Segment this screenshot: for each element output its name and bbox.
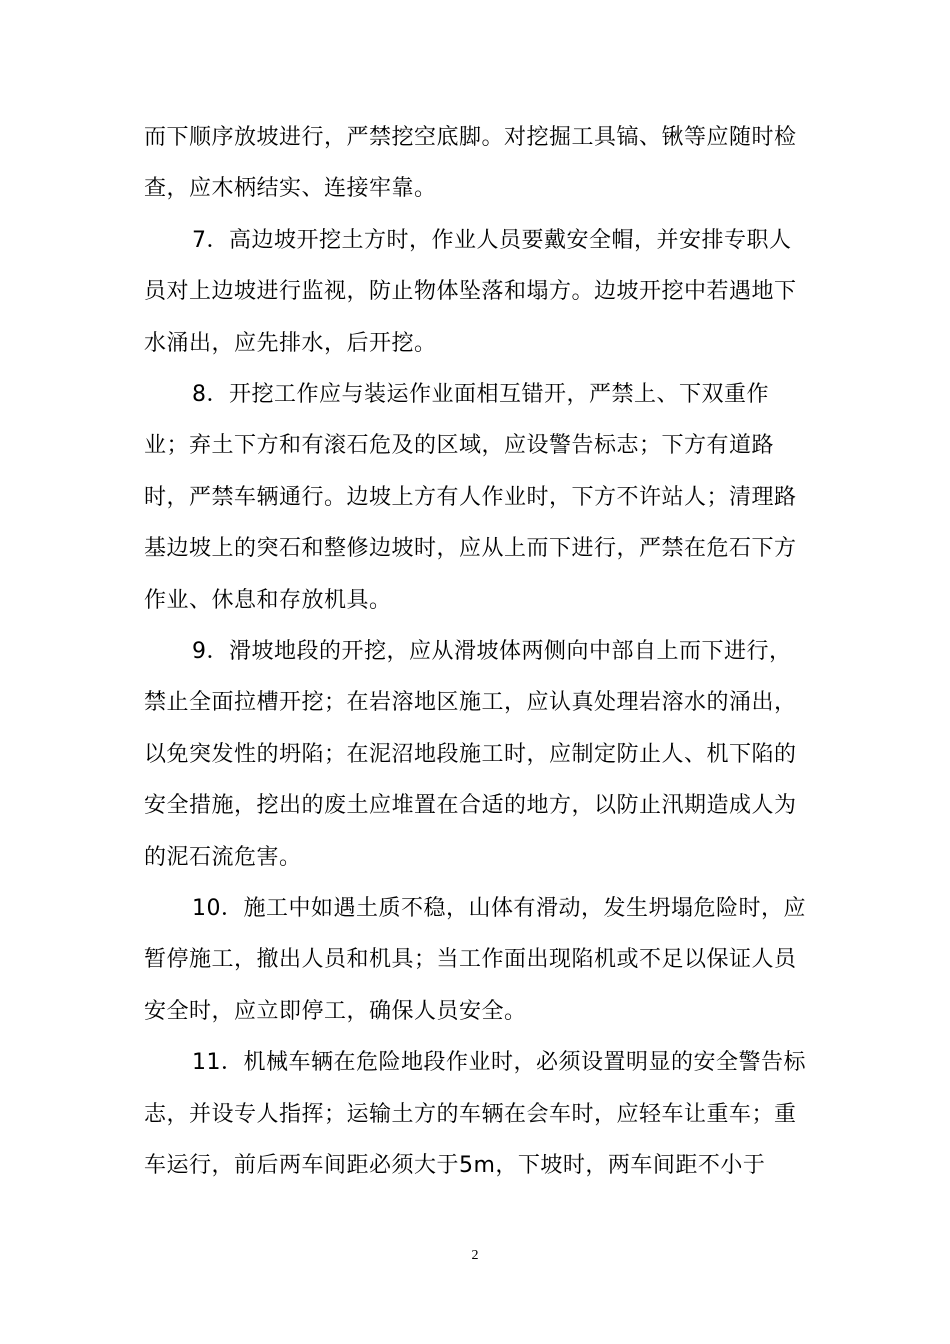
text-line: 员对上边坡进行监视，防止物体坠落和塌方。边坡开挖中若遇地下 — [144, 279, 797, 304]
paragraph-8-start: 8．开挖工作应与装运作业面相互错开，严禁上、下双重作 — [192, 382, 769, 407]
text-line: 安全时，应立即停工，确保人员安全。 — [144, 999, 527, 1024]
paragraph-7-start: 7．高边坡开挖土方时，作业人员要戴安全帽，并安排专职人 — [192, 228, 792, 253]
text-line: 车运行，前后两车间距必须大于5m，下坡时，两车间距不小于 — [144, 1153, 766, 1178]
paragraph-10-start: 10．施工中如遇土质不稳，山体有滑动，发生坍塌危险时，应 — [192, 896, 806, 921]
text-line: 禁止全面拉槽开挖；在岩溶地区施工，应认真处理岩溶水的涌出， — [144, 690, 797, 715]
text-line: 查，应木柄结实、连接牢靠。 — [144, 176, 437, 201]
text-line: 水涌出，应先排水，后开挖。 — [144, 331, 437, 356]
text-line: 的泥石流危害。 — [144, 845, 302, 870]
paragraph-11-start: 11．机械车辆在危险地段作业时，必须设置明显的安全警告标 — [192, 1050, 806, 1075]
paragraph-9-start: 9．滑坡地段的开挖，应从滑坡体两侧向中部自上而下进行， — [192, 639, 792, 664]
text-line: 志，并设专人指挥；运输土方的车辆在会车时，应轻车让重车；重 — [144, 1102, 797, 1127]
page-number: 2 — [471, 1248, 479, 1263]
text-line: 以免突发性的坍陷；在泥沼地段施工时，应制定防止人、机下陷的 — [144, 742, 797, 767]
text-line: 而下顺序放坡进行，严禁挖空底脚。对挖掘工具镐、锹等应随时检 — [144, 125, 797, 150]
text-line: 时，严禁车辆通行。边坡上方有人作业时，下方不许站人；清理路 — [144, 485, 797, 510]
text-line: 暂停施工，撤出人员和机具；当工作面出现陷机或不足以保证人员 — [144, 947, 797, 972]
text-line: 作业、休息和存放机具。 — [144, 588, 392, 613]
text-line: 安全措施，挖出的废土应堆置在合适的地方，以防止汛期造成人为 — [144, 793, 797, 818]
text-line: 基边坡上的突石和整修边坡时，应从上而下进行，严禁在危石下方 — [144, 536, 797, 561]
text-line: 业；弃土下方和有滚石危及的区域，应设警告标志；下方有道路 — [144, 433, 775, 458]
